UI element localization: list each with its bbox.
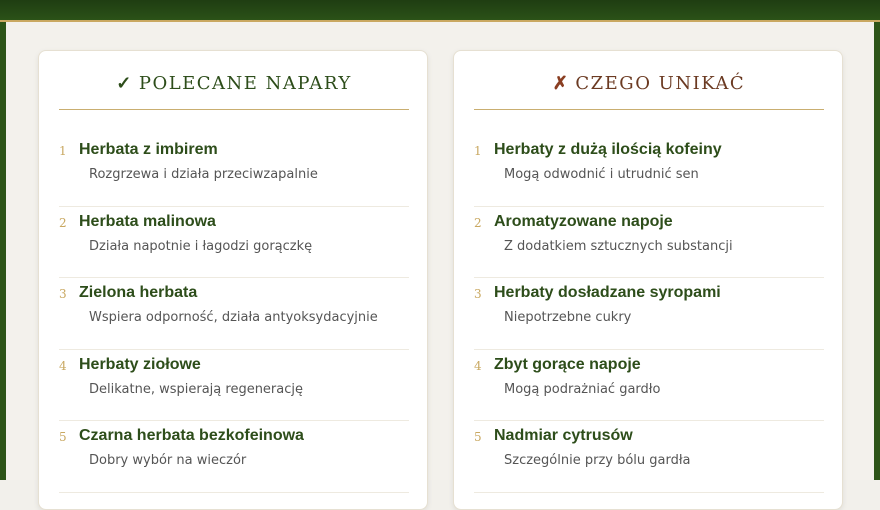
- list-item: [59, 350, 409, 422]
- item-number: 3: [474, 287, 482, 301]
- avoid-list: [474, 135, 824, 493]
- avoid-card: [453, 50, 843, 510]
- cross-icon: ✗: [552, 73, 570, 94]
- item-title: Aromatyzowane napoje: [494, 212, 673, 230]
- list-item: [474, 421, 824, 493]
- item-title: Herbata malinowa: [79, 212, 216, 230]
- list-item: [474, 350, 824, 422]
- recommended-title: [59, 73, 409, 103]
- recommended-card: [38, 50, 428, 510]
- list-item: [474, 207, 824, 279]
- item-title: Zbyt gorące napoje: [494, 355, 641, 373]
- item-description: Z dodatkiem sztucznych substancji: [504, 238, 733, 254]
- item-description: Szczególnie przy bólu gardła: [504, 453, 691, 468]
- item-description: Dobry wybór na wieczór: [89, 453, 247, 468]
- item-number: 4: [474, 358, 482, 373]
- item-title: Zielona herbata: [79, 284, 198, 301]
- item-title: Herbaty dosładzane syropami: [494, 284, 721, 301]
- item-number: 2: [474, 215, 482, 230]
- item-number: 1: [59, 144, 67, 158]
- list-item: [59, 421, 409, 493]
- item-description: Wspiera odporność, działa antyoksydacyjnie: [89, 310, 378, 325]
- item-description: Rozgrzewa i działa przeciwzapalnie: [89, 167, 318, 182]
- recommended-title-text: POLECANE NAPARY: [138, 73, 352, 94]
- item-description: Mogą podrażniać gardło: [504, 381, 661, 397]
- avoid-title: [474, 73, 824, 103]
- item-title: Nadmiar cytrusów: [494, 427, 633, 444]
- avoid-title-text: CZEGO UNIKAĆ: [575, 73, 746, 94]
- item-number: 3: [59, 287, 67, 301]
- item-title: Herbaty ziołowe: [79, 355, 201, 373]
- title-divider: [59, 109, 409, 110]
- item-number: 5: [59, 430, 67, 444]
- list-item: [59, 135, 409, 207]
- item-title: Herbata z imbirem: [79, 141, 218, 158]
- header-band: [0, 0, 880, 22]
- item-number: 2: [59, 215, 67, 230]
- item-number: 5: [474, 430, 482, 444]
- list-item: [474, 135, 824, 207]
- item-description: Działa napotnie i łagodzi gorączkę: [89, 238, 313, 254]
- item-number: 4: [59, 358, 67, 373]
- title-divider: [474, 109, 824, 110]
- item-number: 1: [474, 144, 482, 158]
- item-title: Czarna herbata bezkofeinowa: [79, 427, 304, 444]
- list-item: [59, 278, 409, 350]
- item-description: Niepotrzebne cukry: [504, 310, 632, 325]
- list-item: [59, 207, 409, 279]
- item-description: Delikatne, wspierają regenerację: [89, 381, 303, 397]
- item-description: Mogą odwodnić i utrudnić sen: [504, 167, 699, 182]
- list-item: [474, 278, 824, 350]
- check-icon: ✓: [116, 73, 133, 94]
- item-title: Herbaty z dużą ilością kofeiny: [494, 141, 722, 158]
- recommended-list: [59, 135, 409, 493]
